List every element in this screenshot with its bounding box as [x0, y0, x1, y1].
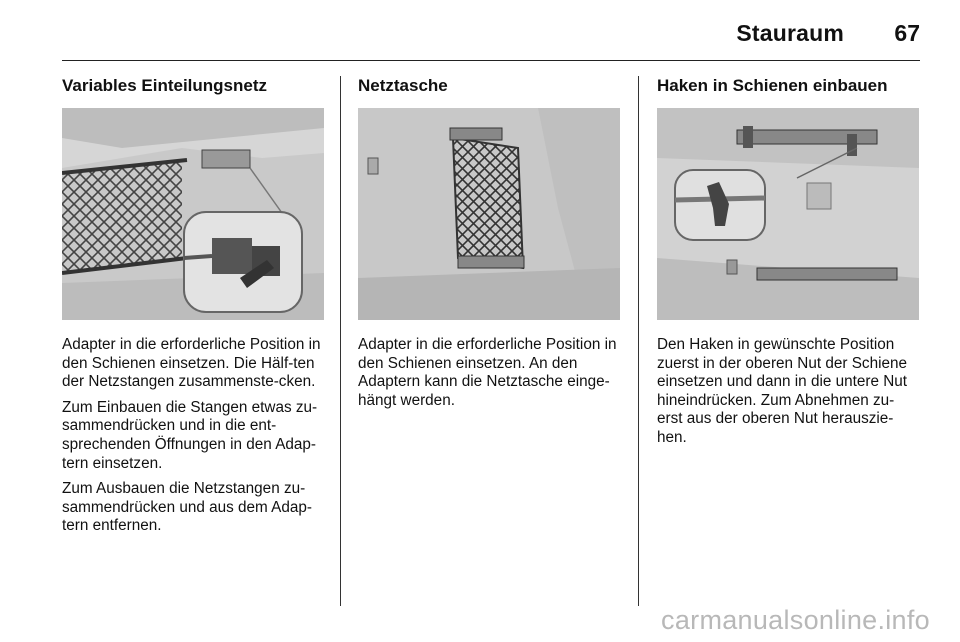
paragraph: Adapter in die erforderliche Position in den Schienen einsetzen. An den Adaptern kann die Netztasche einge-hängt werden.: [358, 336, 617, 409]
column-title: Variables Einteilungsnetz: [62, 76, 268, 95]
column-title: Netztasche: [358, 76, 448, 95]
section-title: Stauraum: [736, 20, 844, 46]
paragraph: Zum Einbauen die Stangen etwas zu-sammendrücken und in die ent-sprechenden Öffnungen in den Adap-tern einsetzen.: [62, 398, 318, 472]
paragraph: Zum Ausbauen die Netzstangen zu-sammendrücken und aus dem Adap-tern entfernen.: [62, 480, 312, 535]
illustration-net-pocket: [358, 108, 620, 320]
illustration-rail-hook: [657, 108, 919, 320]
paragraph: Den Haken in gewünschte Position zuerst in der oberen Nut der Schiene einsetzen und dann in die untere Nut hineindrücken. Zum Abnehmen zu-erst aus der oberen Nut herauszie-hen.: [657, 336, 908, 446]
paragraph: Adapter in die erforderliche Position in den Schienen einsetzen. Die Hälf-ten der Netzstangen zusammenste-cken.: [62, 336, 321, 391]
column-rail-hooks: [657, 76, 919, 455]
column-variable-net: [62, 76, 324, 543]
column-title: Haken in Schienen einbauen: [657, 76, 888, 95]
page-number: 67: [894, 20, 920, 46]
column-divider: [340, 76, 341, 606]
watermark: carmanualsonline.info: [661, 605, 930, 635]
column-divider: [638, 76, 639, 606]
column-net-pocket: [358, 76, 620, 417]
illustration-cargo-net: [62, 108, 324, 320]
page-header: [62, 18, 920, 61]
